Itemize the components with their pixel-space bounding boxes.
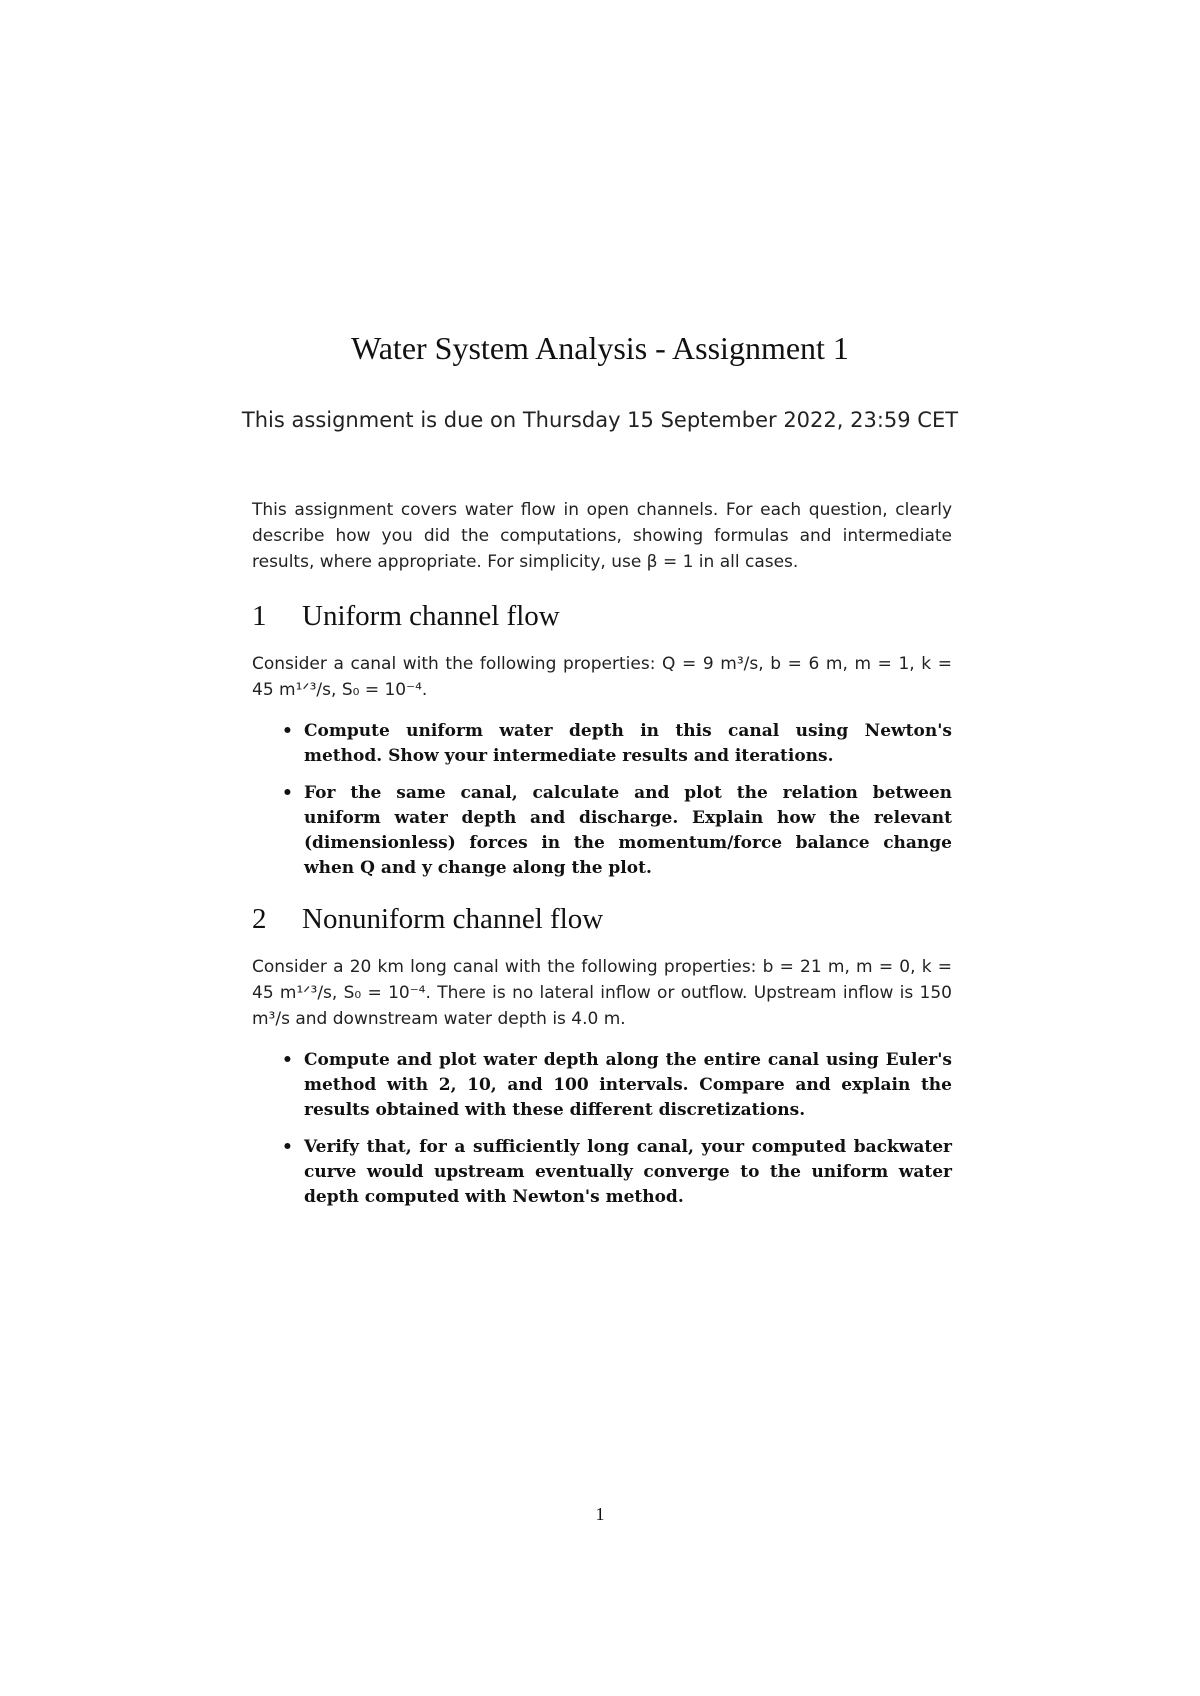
section-number: 2	[252, 903, 267, 935]
page-number: 1	[595, 1504, 605, 1524]
section-title: Uniform channel flow	[302, 600, 560, 632]
list-item	[252, 781, 952, 881]
list-item	[252, 1135, 952, 1210]
section-heading	[252, 903, 952, 936]
task-text: Verify that, for a sufficiently long canal, your computed backwater curve would upstream eventually converge to the uniform water depth computed with Newton's method.	[304, 1137, 952, 1207]
section-heading	[252, 600, 952, 633]
section-uniform-flow	[252, 600, 952, 893]
section-nonuniform-flow	[252, 903, 952, 1222]
due-date-line: This assignment is due on Thursday 15 September 2022, 23:59 CET	[241, 408, 959, 432]
task-list	[252, 719, 952, 881]
task-text: For the same canal, calculate and plot the relation between uniform water depth and discharge. Explain how the relevant (dimensionless) forces in the momentum/force balance change when Q and y change along the plot.	[304, 783, 952, 878]
bullet-icon: •	[282, 1050, 293, 1070]
section-paragraph: Consider a 20 km long canal with the following properties: b = 21 m, m = 0, k = 45 m¹ᐟ³/s, S₀ = 10⁻⁴. There is no lateral inflow or outflow. Upstream inflow is 150 m³/s and downstream water depth is 4.0 m.	[252, 957, 952, 1029]
section-paragraph: Consider a canal with the following properties: Q = 9 m³/s, b = 6 m, m = 1, k = 45 m¹ᐟ³/s, S₀ = 10⁻⁴.	[252, 654, 952, 700]
bullet-icon: •	[282, 721, 293, 741]
bullet-icon: •	[282, 1137, 293, 1157]
list-item	[252, 719, 952, 769]
section-title: Nonuniform channel flow	[302, 903, 604, 935]
bullet-icon: •	[282, 783, 293, 803]
list-item	[252, 1048, 952, 1123]
section-number: 1	[252, 600, 267, 632]
intro-paragraph: This assignment covers water flow in open channels. For each question, clearly describe how you did the computations, showing formulas and intermediate results, where appropriate. For simplicity, use β = 1 in all cases.	[252, 500, 952, 572]
task-text: Compute uniform water depth in this canal using Newton's method. Show your intermediate results and iterations.	[304, 721, 952, 766]
task-text: Compute and plot water depth along the entire canal using Euler's method with 2, 10, and 100 intervals. Compare and explain the results obtained with these different discretizations.	[304, 1050, 952, 1120]
document-title: Water System Analysis - Assignment 1	[351, 330, 849, 366]
task-list	[252, 1048, 952, 1210]
intro-block	[252, 497, 952, 575]
